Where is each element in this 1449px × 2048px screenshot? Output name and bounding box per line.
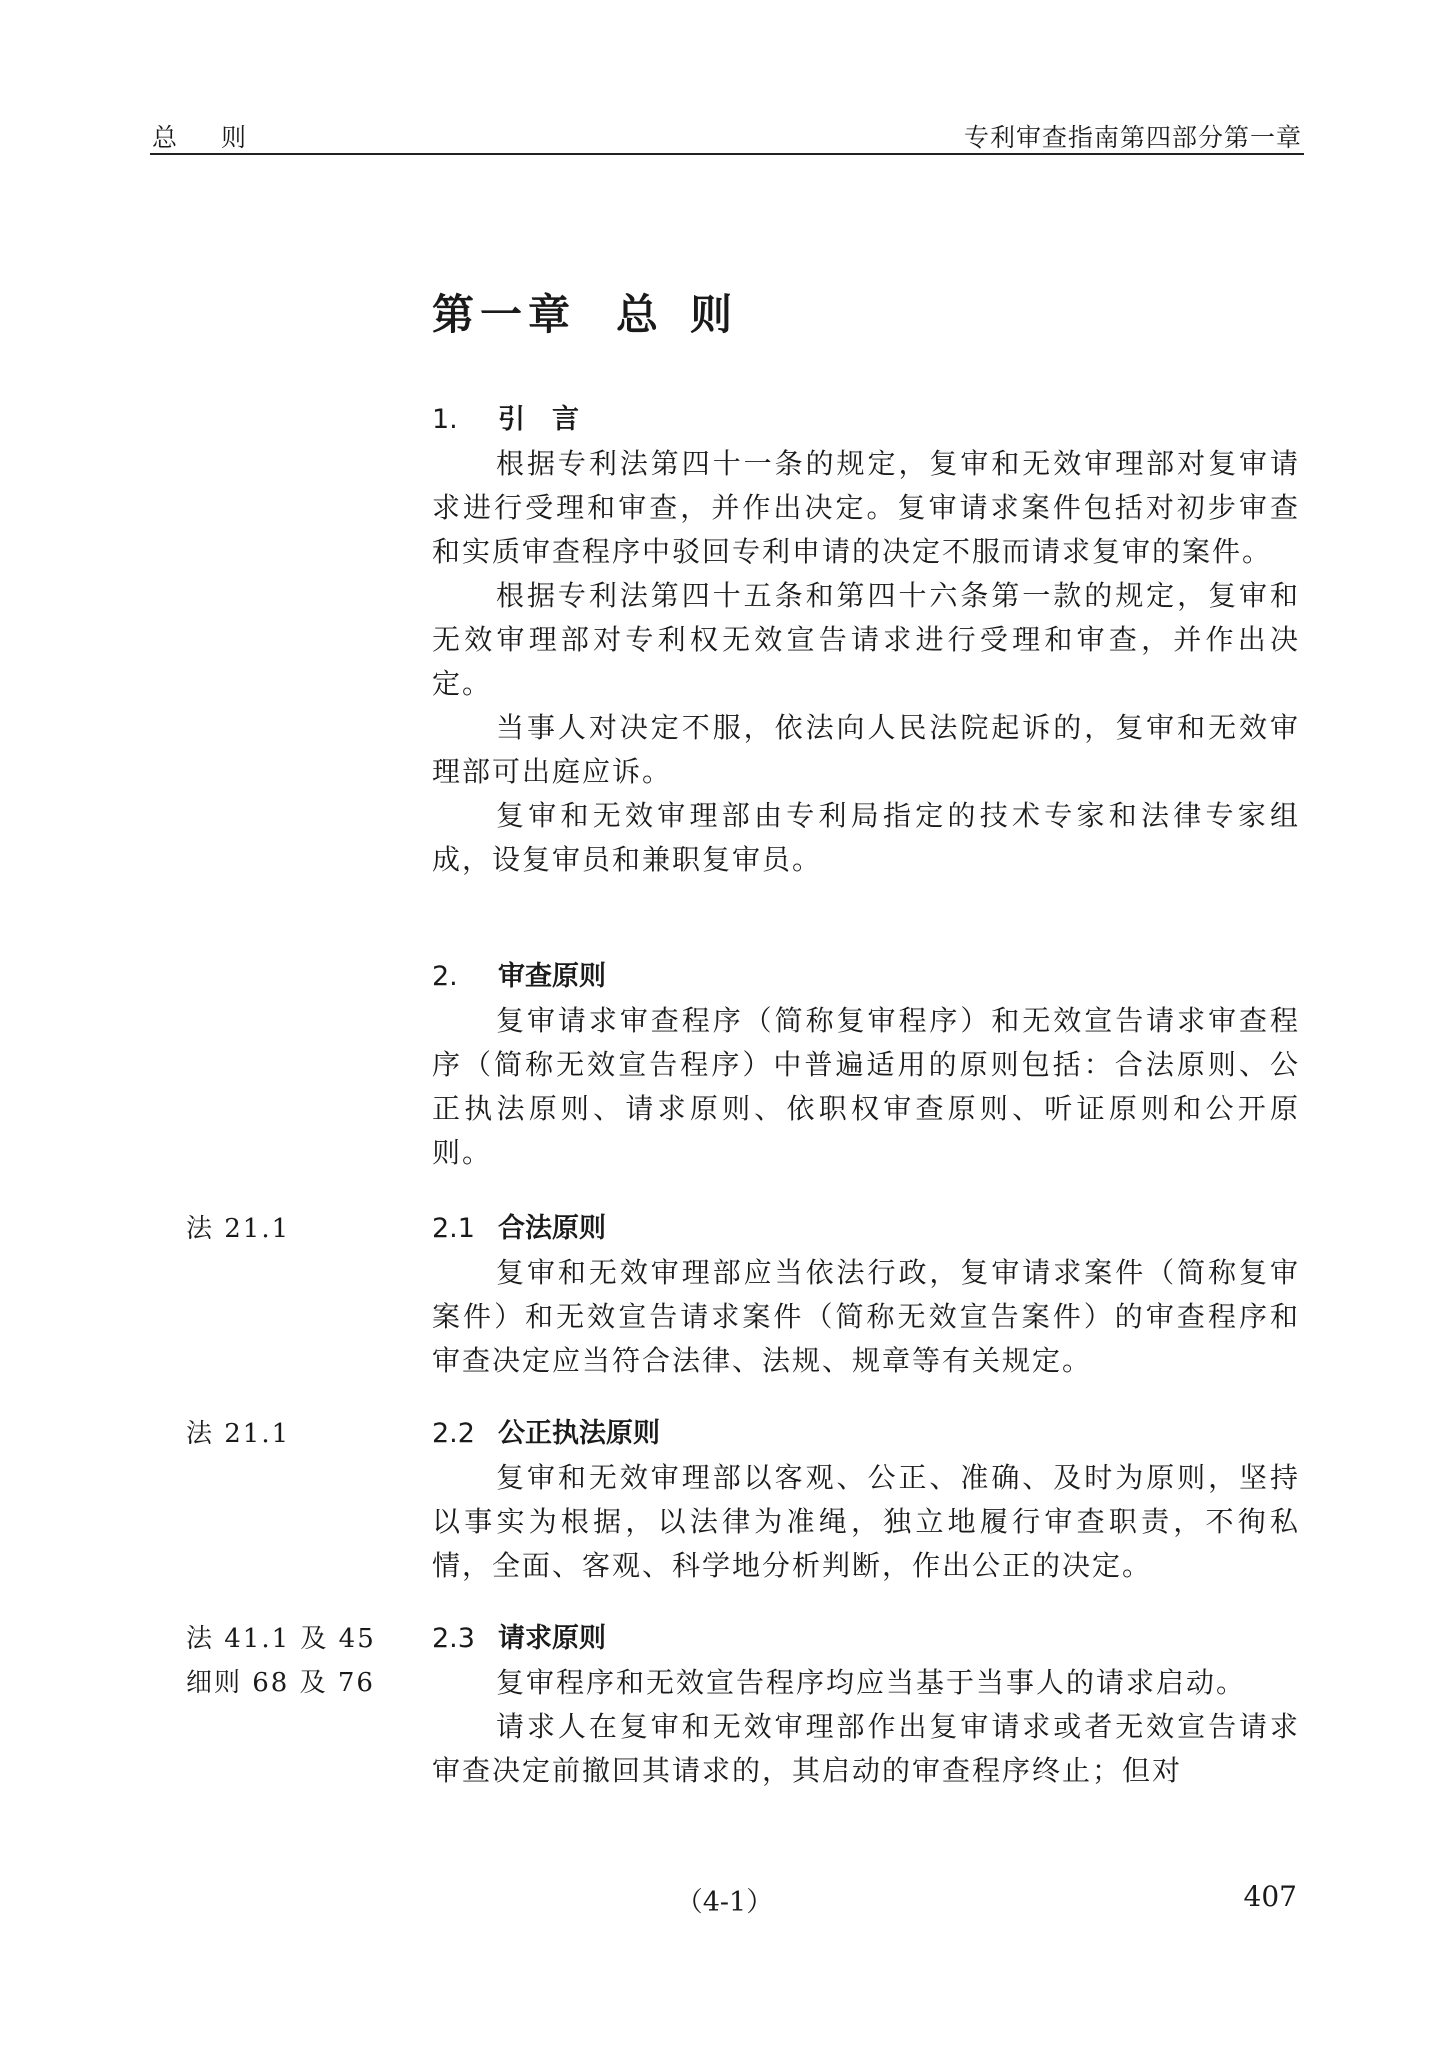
page-section-label: （4-1）: [675, 1887, 774, 1918]
section-number: 2.1: [432, 1213, 475, 1244]
section-number: 1.: [432, 404, 458, 435]
margin-note: 法 21.1: [186, 1214, 291, 1244]
section-title: 合法原则: [498, 1213, 606, 1244]
section-2-3: [432, 1617, 1300, 1793]
section-heading: [432, 1207, 1300, 1251]
running-header-right: 专利审查指南第四部分第一章: [963, 123, 1302, 152]
section-heading: [432, 1617, 1300, 1661]
margin-note: 法 21.1: [186, 1419, 291, 1449]
section-title: 审查原则: [498, 961, 606, 992]
paragraph: 复审和无效审理部应当依法行政，复审请求案件（简称复审案件）和无效宣告请求案件（简称无效宣告案件）的审查程序和审查决定应当符合法律、法规、规章等有关规定。: [432, 1256, 1300, 1377]
chapter-title-word2: 则: [690, 290, 739, 339]
section-number: 2.: [432, 961, 458, 992]
section-2: [432, 955, 1300, 1175]
section-2-1: [432, 1207, 1300, 1383]
chapter-title: [432, 282, 738, 342]
margin-note: 法 41.1 及 45: [186, 1624, 376, 1654]
section-title: 引 言: [498, 404, 579, 435]
chapter-title-number: 第一章: [432, 290, 577, 339]
paragraph: 根据专利法第四十五条和第四十六条第一款的规定，复审和无效审理部对专利权无效宣告请求进行受理和审查，并作出决定。: [432, 579, 1300, 700]
paragraph: 复审和无效审理部以客观、公正、准确、及时为原则，坚持以事实为根据，以法律为准绳，独立地履行审查职责，不徇私情，全面、客观、科学地分析判断，作出公正的决定。: [432, 1461, 1300, 1582]
paragraph: 复审程序和无效宣告程序均应当基于当事人的请求启动。: [496, 1666, 1247, 1699]
header-divider: [150, 153, 1304, 155]
section-title: 公正执法原则: [498, 1418, 660, 1449]
section-heading: [432, 955, 1300, 999]
paragraph: 当事人对决定不服，依法向人民法院起诉的，复审和无效审理部可出庭应诉。: [432, 711, 1300, 788]
chapter-title-word1: 总: [616, 290, 665, 339]
section-heading: [432, 1412, 1300, 1456]
running-header-left: 总 则: [152, 123, 264, 152]
page-number: 407: [1243, 1880, 1297, 1913]
section-1: [432, 398, 1300, 882]
section-heading: [432, 398, 1300, 442]
paragraph: 请求人在复审和无效审理部作出复审请求或者无效宣告请求审查决定前撤回其请求的，其启动的审查程序终止；但对: [432, 1710, 1300, 1787]
section-title: 请求原则: [498, 1623, 606, 1654]
paragraph: 根据专利法第四十一条的规定，复审和无效审理部对复审请求进行受理和审查，并作出决定。复审请求案件包括对初步审查和实质审查程序中驳回专利申请的决定不服而请求复审的案件。: [432, 447, 1300, 568]
section-number: 2.3: [432, 1623, 475, 1654]
section-number: 2.2: [432, 1418, 475, 1449]
paragraph: 复审和无效审理部由专利局指定的技术专家和法律专家组成，设复审员和兼职复审员。: [432, 799, 1300, 876]
paragraph: 复审请求审查程序（简称复审程序）和无效宣告请求审查程序（简称无效宣告程序）中普遍适用的原则包括：合法原则、公正执法原则、请求原则、依职权审查原则、听证原则和公开原则。: [432, 1004, 1300, 1169]
section-2-2: [432, 1412, 1300, 1588]
margin-note: 细则 68 及 76: [186, 1668, 375, 1698]
